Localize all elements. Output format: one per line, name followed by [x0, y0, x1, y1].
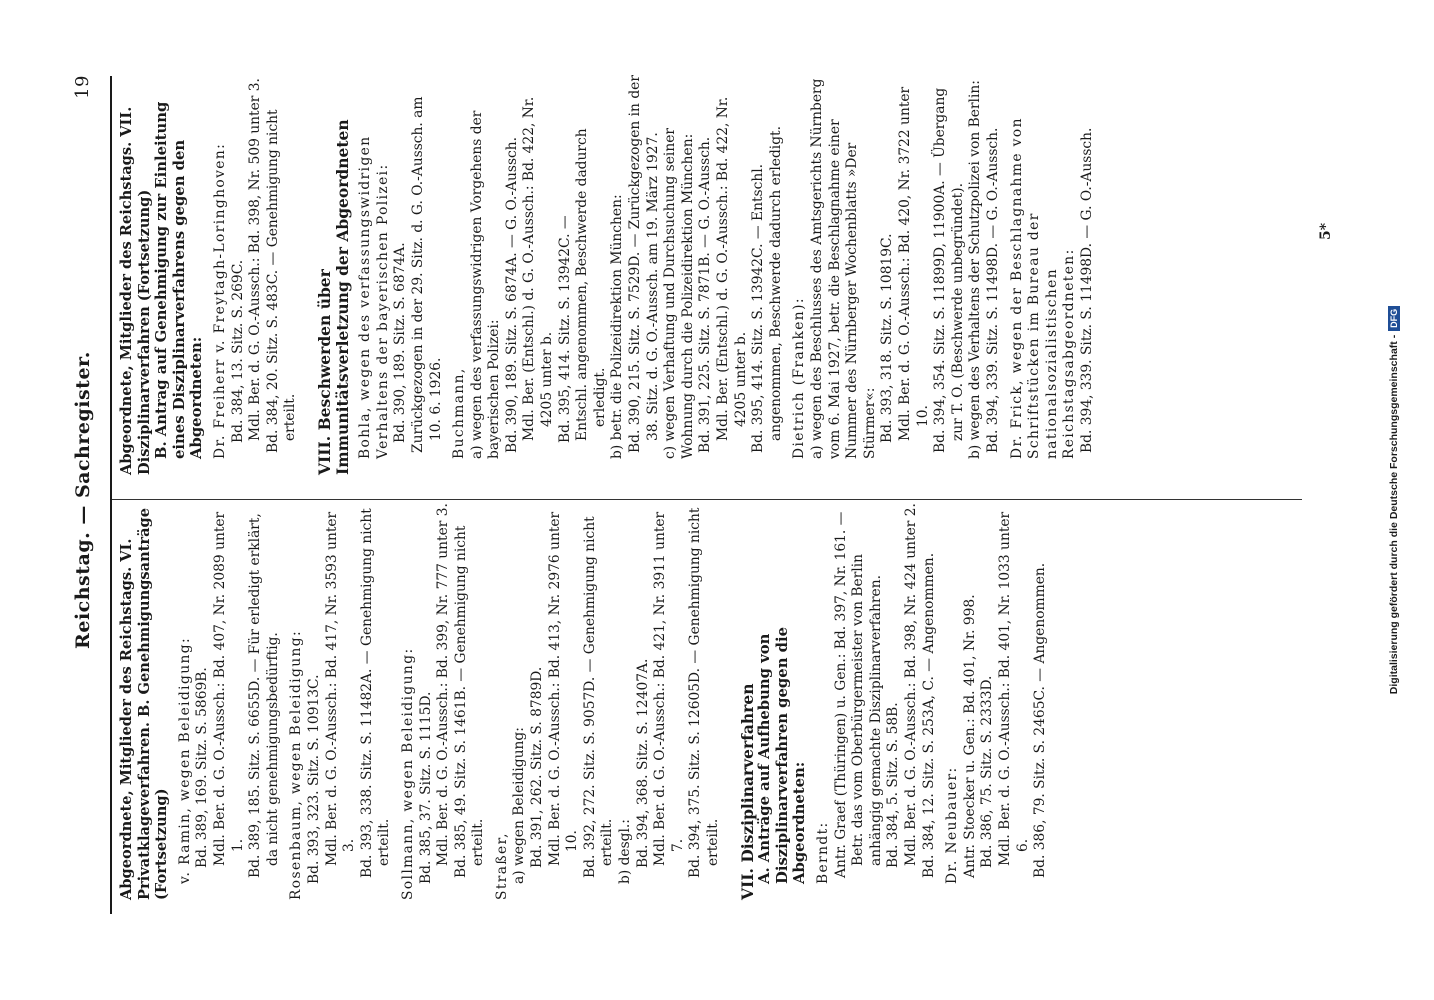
index-entry: Dietrich (Franken): [791, 297, 808, 459]
index-entry: Bohla, wegen des verfassungswidrigen Verhaltens der bayerischen Polizei: [357, 135, 391, 459]
index-entry: c) wegen Verhaftung und Durchsuchung seiner Wohnung durch die Polizeidirektion München: [662, 128, 696, 459]
index-entry: Bd. 393, 318. Sitz. S. 10819C. [879, 233, 896, 443]
index-entry: Mdl. Ber. d. G. O.-Aussch.: Bd. 413, Nr. 2976 unter 10. [546, 511, 581, 866]
index-entry: VII. Disziplinarverfahren [737, 683, 757, 900]
index-entry: Berndt: [814, 821, 831, 884]
header-rule [110, 76, 112, 914]
index-entry: Mdl. Ber. d. G. O.-Aussch.: Bd. 399, Nr. 777 unter 3. [435, 503, 452, 866]
signature-mark: 5* [1318, 222, 1334, 240]
index-entry: Bd. 390, 189. Sitz. S. 6874A. — G. O.-Aussch. [503, 136, 520, 453]
index-entry: Buchmann, [451, 367, 468, 459]
right-column [118, 75, 1096, 475]
index-entry: Bd. 392, 272. Sitz. S. 9057D. — Genehmigung nicht erteilt. [581, 516, 616, 878]
index-entry: Bd. 393, 323. Sitz. S. 10913C. [305, 674, 322, 884]
index-entry: a) wegen des verfassungswidrigen Vorgehens der bayerischen Polizei: [468, 110, 503, 459]
index-entry: Mdl. Ber. d. G. O.-Aussch.: Bd. 398, Nr. 509 unter 3. [247, 78, 264, 441]
running-head [72, 0, 94, 1000]
index-entry: a) wegen des Beschlusses des Amtsgerichts Nürnberg vom 6. Mai 1927, betr. die Beschlagnahme einer Nummer des Nürnberger Wochenblatts »Der Stürmer«: [808, 78, 878, 459]
index-entry: Bd. 385, 49. Sitz. S. 1461B. — Genehmigung nicht erteilt. [452, 525, 487, 878]
index-entry: VIII. Beschwerden über Immunitätsverletzung der Abgeordneten [314, 119, 352, 475]
index-entry [723, 500, 731, 900]
index-entry: Bd. 395, 414. Sitz. S. 13942C. — Entschl. angenommen, Beschwerde dadurch erledigt. [750, 126, 784, 453]
index-entry: Rosenbaum, wegen Beleidigung: [288, 629, 305, 900]
index-entry: Sollmann, wegen Beleidigung: [399, 647, 416, 900]
index-entry: Bd. 386, 75. Sitz. S. 2333D. [979, 675, 996, 868]
index-entry: Mdl. Ber. d. G. O.-Aussch.: Bd. 398, Nr. 424 unter 2. [902, 503, 919, 866]
digitization-footer [1388, 0, 1400, 1000]
index-entry: Bd. 390, 215. Sitz. S. 7529D. — Zurückgezogen in der 38. Sitz. d. G. O.-Aussch. am 19. März 1927. [627, 75, 661, 453]
index-entry: Dr. Frick, wegen der Beschlagnahme von Schriftstücken im Bureau der nationalsozialistischen Reichstagsabgeordneten: [1008, 117, 1078, 459]
index-entry: Mdl. Ber. d. G. O.-Aussch.: Bd. 407, Nr. 2089 unter 1. [211, 511, 246, 866]
index-entry: Mdl. Ber. d. G. O.-Aussch.: Bd. 401, Nr. 1033 unter 6. [996, 511, 1031, 866]
index-entry: Bd. 384, 12. Sitz. S. 253A, C. — Angenommen. [920, 552, 937, 878]
left-column [118, 500, 1050, 900]
index-entry: Bd. 389, 185. Sitz. S. 6655D. — Für erledigt erklärt, da nicht genehmigungsbedürftig. [247, 513, 281, 878]
index-entry: Mdl. Ber. (Entschl.) d. G. O.-Aussch.: Bd. 422, Nr. 4205 unter b. [521, 96, 556, 441]
index-entry: Bd. 394, 339. Sitz. S. 11498D. — G. O.-Aussch. [984, 127, 1001, 453]
index-entry: A. Anträge auf Aufhebung von Disziplinarverfahren gegen die Abgeordneten: [756, 627, 809, 884]
index-entry: Bd. 389, 169. Sitz. S. 5869B. [194, 667, 211, 868]
footer-text: Digitalisierung gefördert durch die Deutsche Forschungsgemeinschaft - [1388, 334, 1400, 695]
index-entry: Zurückgezogen in der 29. Sitz. d. G. O.-Aussch. am 10. 6. 1926. [409, 96, 444, 453]
index-entry: Bd. 391, 262. Sitz. S. 8789D. [529, 666, 546, 868]
index-entry: Dr. Freiherr v. Freytagh-Loringhoven: [211, 142, 228, 459]
index-entry: Straßer, [493, 832, 510, 900]
index-entry: Abgeordnete, Mitglieder des Reichstags. VI. Privatklageverfahren. B. Genehmigungsanträge (Fortsetzung) [118, 507, 171, 900]
dfg-logo: DFG [1388, 306, 1400, 331]
index-entry: b) betr. die Polizeidirektion München: [609, 194, 626, 459]
index-entry: Bd. 393, 338. Sitz. S. 11482A. — Genehmigung nicht erteilt. [358, 508, 393, 878]
index-entry: Antr. Graef (Thüringen) u. Gen.: Bd. 397, Nr. 161. — Betr. das vom Oberbürgermeister von Berlin anhängig gemachte Disziplinarverfahren. [832, 511, 884, 878]
index-entry: Bd. 391, 225. Sitz. S. 7871B. — G. O.-Aussch. [697, 136, 714, 453]
index-entry: b) wegen des Verhaltens der Schutzpolizei von Berlin: [967, 80, 984, 459]
index-entry: Bd. 394, 339. Sitz. S. 11498D. — G. O.-Aussch. [1078, 127, 1095, 453]
index-entry: v. Ramin, wegen Beleidigung: [176, 636, 193, 884]
index-entry: Abgeordnete, Mitglieder des Reichstags. VII. Disziplinarverfahren (Fortsetzung) [118, 106, 153, 475]
index-entry: Dr. Neubauer: [944, 766, 961, 884]
index-entry: B. Antrag auf Genehmigung zur Einleitung eines Disziplinarverfahrens gegen den Abgeordneten: [153, 101, 206, 459]
page-number: 19 [72, 75, 93, 99]
index-entry: a) wegen Beleidigung: [511, 727, 528, 884]
index-entry: Bd. 384, 5. Sitz. S. 58B. [885, 702, 902, 868]
index-entry: Entschl. angenommen, Beschwerde dadurch erledigt. [574, 128, 608, 441]
index-entry: b) desgl.: [617, 819, 634, 884]
index-entry: Bd. 386, 79. Sitz. S. 2465C. — Angenommen. [1032, 562, 1049, 878]
index-entry: Bd. 385, 37. Sitz. S. 1115D. [417, 691, 434, 884]
index-entry: Mdl. Ber. (Entschl.) d. G. O.-Aussch.: Bd. 422, Nr. 4205 unter b. [715, 96, 749, 441]
index-entry: Bd. 394, 375. Sitz. S. 12605D. — Genehmigung nicht erteilt. [687, 507, 721, 878]
index-entry: Antr. Stoecker u. Gen.: Bd. 401, Nr. 998. [961, 594, 978, 878]
index-entry: Bd. 384, 13. Sitz. S. 269C. [229, 259, 246, 443]
index-entry: Bd. 390, 189. Sitz. S. 6874A. [392, 242, 409, 443]
index-entry: Mdl. Ber. d. G. O.-Aussch.: Bd. 417, Nr. 3593 unter 3. [323, 511, 358, 866]
index-entry: Bd. 394, 368. Sitz. S. 12407A. [634, 658, 651, 868]
index-entry [300, 75, 308, 475]
index-entry: Bd. 394, 354. Sitz. S. 11899D, 11900A. — Übergang zur T. O. (Beschwerde unbegründet). [932, 87, 966, 453]
index-entry: Bd. 395, 414. Sitz. S. 13942C. — [556, 215, 573, 443]
page-title: Reichstag. — Sachregister. [72, 351, 94, 649]
index-entry: Mdl. Ber. d. G. O.-Aussch.: Bd. 421, Nr. 3911 unter 7. [652, 511, 686, 866]
index-entry: Bd. 384, 20. Sitz. S. 483C. — Genehmigung nicht erteilt. [264, 109, 299, 453]
index-entry: Mdl. Ber. d. G. O.-Aussch.: Bd. 420, Nr. 3722 unter 10. [896, 86, 931, 441]
